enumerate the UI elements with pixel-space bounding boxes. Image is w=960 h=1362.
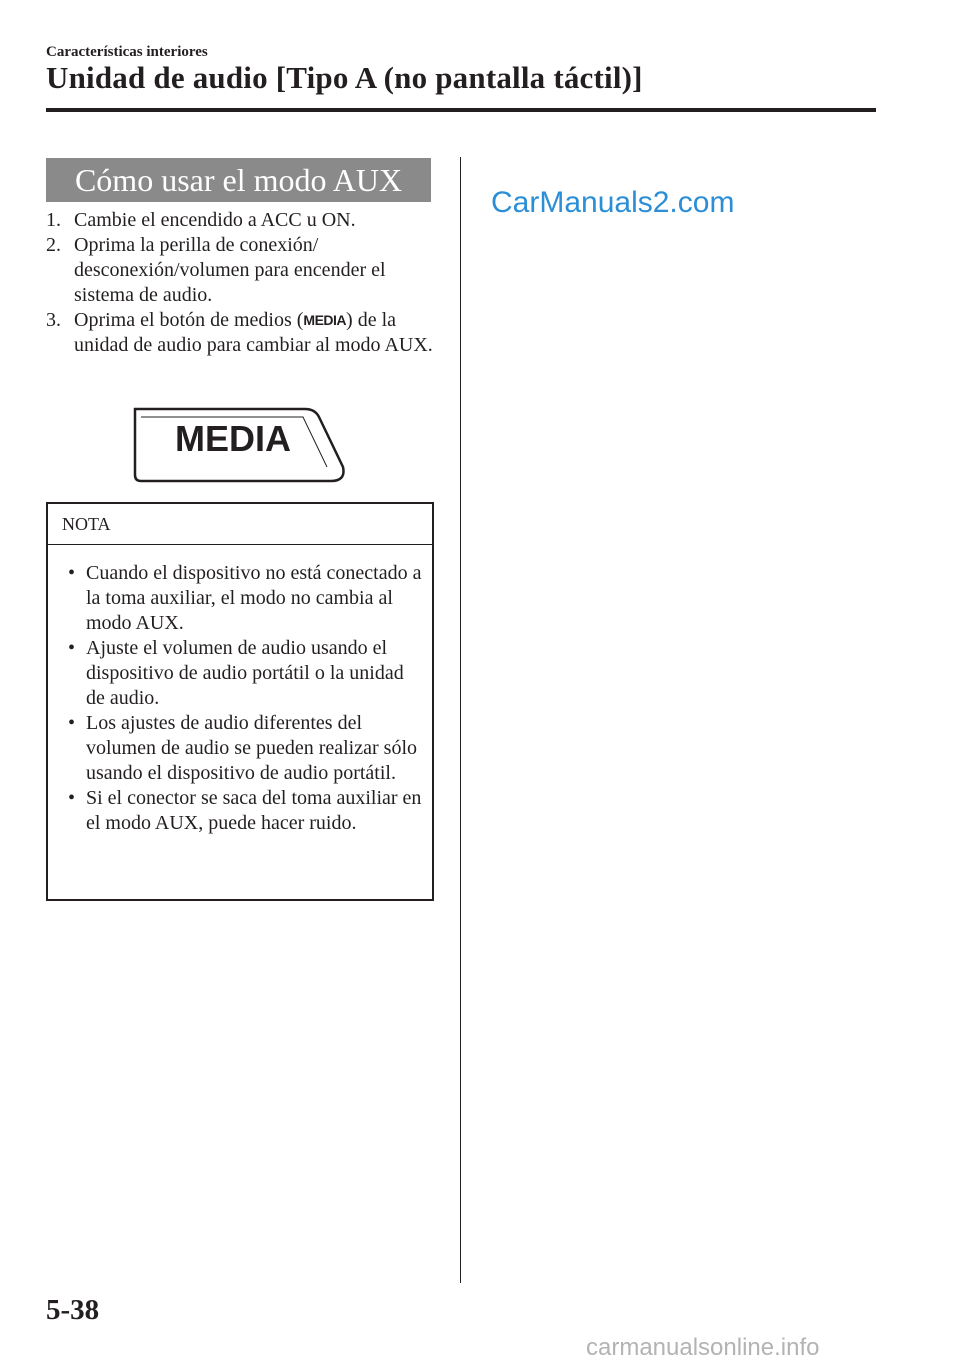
bullet: • [68,787,76,809]
note-text: Si el conector se saca del toma auxiliar en el modo AUX, puede hacer ruido. [86,787,422,834]
bullet: • [68,712,76,734]
section-label: Características interiores [46,44,208,60]
note-box [46,502,434,901]
page-title: Unidad de audio [Tipo A (no pantalla táctil)] [46,60,643,95]
section-title: Cómo usar el modo AUX [46,158,431,202]
note-title: NOTA [48,504,432,545]
note-list [48,561,432,836]
page-number: 5-38 [46,1294,100,1326]
watermark-logo: CarManuals2.com [491,186,735,219]
note-text: Los ajustes de audio diferentes del volumen de audio se pueden realizar sólo usando el dispositivo de audio portátil. [86,712,417,784]
note-item [48,711,432,786]
note-item [48,636,432,711]
note-text: Ajuste el volumen de audio usando el dispositivo de audio portátil o la unidad de audio. [86,637,404,709]
step-number: 1. [46,209,61,231]
bullet: • [68,562,76,584]
step-text-after: ) de la unidad de audio para cambiar al modo AUX. [74,309,433,356]
steps-list [46,208,438,358]
footer-watermark: carmanualsonline.info [586,1334,820,1361]
step-number: 2. [46,234,61,256]
step-text: Cambie el encendido a ACC u ON. [74,209,356,231]
step-item [46,208,438,233]
media-button-icon: MEDIA [303,312,347,328]
note-text: Cuando el dispositivo no está conectado a la toma auxiliar, el modo no cambia al modo AUX. [86,562,422,634]
column-divider [460,157,461,1283]
step-number: 3. [46,309,61,331]
media-button-illustration [127,405,347,485]
step-text-before: Oprima el botón de medios ( [74,309,304,331]
step-text: Oprima la perilla de conexión/ desconexión/volumen para encender el sistema de audio. [74,234,386,306]
note-item [48,786,432,836]
title-rule [46,108,876,112]
step-item [46,233,438,308]
bullet: • [68,637,76,659]
media-button-label: MEDIA [175,418,291,459]
note-item [48,561,432,636]
step-item [46,308,438,358]
